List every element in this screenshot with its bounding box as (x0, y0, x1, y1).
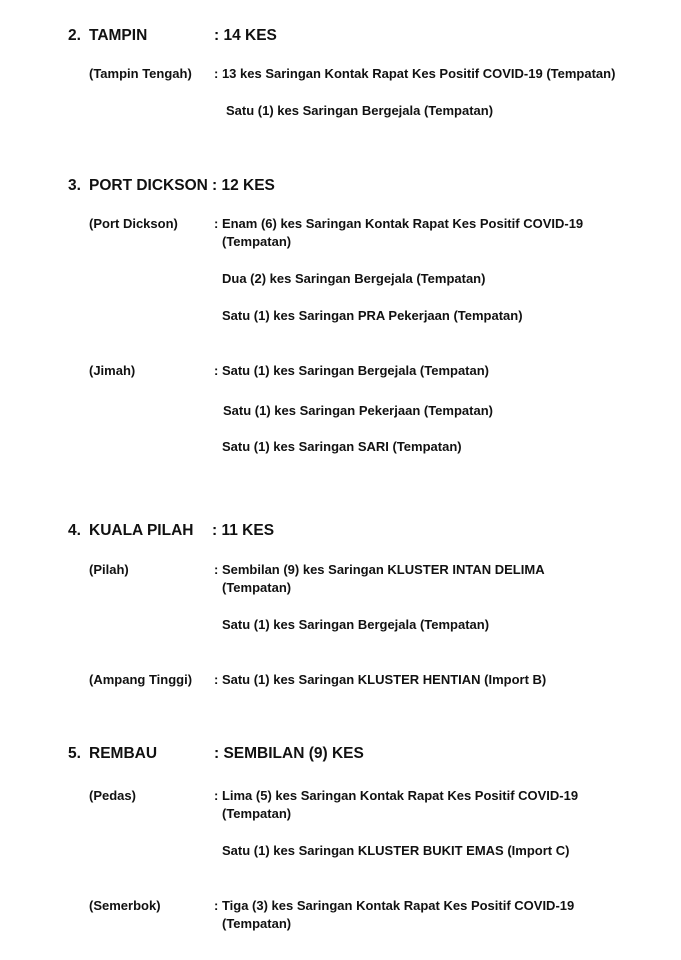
district-total: : 14 KES (214, 27, 277, 44)
case-line: (Tempatan) (222, 916, 292, 931)
case-line: Dua (2) kes Saringan Bergejala (Tempatan) (222, 271, 486, 286)
section-number: 3. (68, 177, 81, 194)
case-line: (Tempatan) (222, 580, 292, 595)
section-number: 5. (68, 745, 81, 762)
case-line: : Satu (1) kes Saringan KLUSTER HENTIAN (Import B) (214, 672, 547, 687)
case-line: : Lima (5) kes Saringan Kontak Rapat Kes Positif COVID-19 (214, 788, 579, 803)
case-line: Satu (1) kes Saringan SARI (Tempatan) (222, 439, 462, 454)
area-label: (Port Dickson) (89, 216, 178, 231)
section-number: 4. (68, 522, 81, 539)
area-label: (Tampin Tengah) (89, 66, 192, 81)
section-number: 2. (68, 27, 81, 44)
case-line: : Enam (6) kes Saringan Kontak Rapat Kes Positif COVID-19 (214, 216, 584, 231)
case-line: : Sembilan (9) kes Saringan KLUSTER INTAN DELIMA (214, 562, 545, 577)
district-name: REMBAU (89, 745, 158, 762)
area-label: (Semerbok) (89, 898, 161, 913)
case-line: : Tiga (3) kes Saringan Kontak Rapat Kes Positif COVID-19 (214, 898, 575, 913)
case-line: Satu (1) kes Saringan KLUSTER BUKIT EMAS (Import C) (222, 843, 570, 858)
case-line: Satu (1) kes Saringan Bergejala (Tempatan) (226, 103, 494, 118)
case-line: Satu (1) kes Saringan Pekerjaan (Tempatan) (223, 403, 493, 418)
case-line: : 13 kes Saringan Kontak Rapat Kes Positif COVID-19 (Tempatan) (214, 66, 616, 81)
district-total: : 11 KES (212, 522, 275, 539)
area-label: (Pilah) (89, 562, 129, 577)
area-label: (Jimah) (89, 363, 136, 378)
area-label: (Pedas) (89, 788, 136, 803)
district-name: TAMPIN (89, 27, 148, 44)
case-line: Satu (1) kes Saringan Bergejala (Tempatan) (222, 617, 490, 632)
case-line: : Satu (1) kes Saringan Bergejala (Tempatan) (214, 363, 489, 378)
case-line: Satu (1) kes Saringan PRA Pekerjaan (Tempatan) (222, 308, 523, 323)
district-total: : SEMBILAN (9) KES (214, 745, 364, 762)
case-line: (Tempatan) (222, 234, 292, 249)
district-name: PORT DICKSON (89, 177, 208, 194)
area-label: (Ampang Tinggi) (89, 672, 193, 687)
case-line: (Tempatan) (222, 806, 292, 821)
district-name: KUALA PILAH (89, 522, 194, 539)
district-total: : 12 KES (212, 177, 275, 194)
